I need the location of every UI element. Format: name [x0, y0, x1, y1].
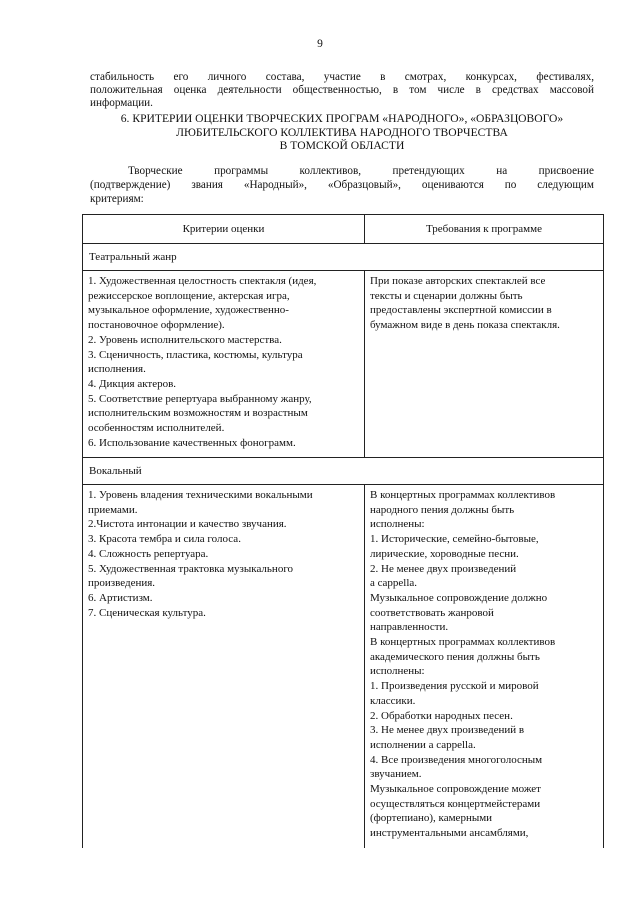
requirement-line: (фортепиано), камерными [370, 812, 493, 825]
genre-label-vocal: Вокальный [83, 458, 604, 485]
criteria-line: 4. Сложность репертуара. [88, 547, 209, 560]
requirements-cell-vocal [365, 485, 604, 849]
requirement-line: направленности. [370, 621, 449, 634]
intro-line: положительная оценка деятельности общественностью, в том числе в средствах массовой [90, 84, 594, 97]
requirement-line: В концертных программах коллективов [370, 489, 556, 501]
requirement-line: исполнении a cappella. [370, 738, 476, 751]
genre-row-theatre [83, 244, 604, 271]
requirement-line: классики. [370, 694, 416, 707]
requirement-line: лирические, хороводные песни. [370, 547, 519, 560]
requirement-line: В концертных программах коллективов [370, 636, 556, 649]
lead-line: критериям: [90, 193, 144, 205]
lead-line: (подтверждение) звания «Народный», «Образцовый», оцениваются по следующим [90, 179, 594, 191]
criteria-line: исполнительским возможностям и возрастным [88, 407, 308, 420]
criteria-line: 5. Художественная трактовка музыкального [88, 562, 294, 575]
requirement-line: 3. Не менее двух произведений в [370, 724, 525, 737]
requirements-cell-theatre [365, 271, 604, 458]
requirement-line: При показе авторских спектаклей все [370, 275, 546, 287]
requirement-line: Музыкальное сопровождение может [370, 783, 541, 796]
section-title-line: ЛЮБИТЕЛЬСКОГО КОЛЛЕКТИВА НАРОДНОГО ТВОРЧЕСТВА [176, 125, 508, 139]
section-title-line: 6. КРИТЕРИИ ОЦЕНКИ ТВОРЧЕСКИХ ПРОГРАМ «НАРОДНОГО», «ОБРАЗЦОВОГО» [120, 112, 564, 125]
requirements-list-theatre [370, 274, 599, 333]
lead-line: Творческие программы коллективов, претендующих на присвоение [128, 165, 594, 177]
requirement-line: предоставлены экспертной комиссии в [370, 304, 552, 317]
requirement-line: 1. Исторические, семейно-бытовые, [370, 533, 539, 546]
header-criteria: Критерии оценки [83, 215, 365, 244]
criteria-line: приемами. [88, 503, 138, 516]
requirement-line: академического пения должны быть [370, 650, 540, 663]
intro-line: информации. [90, 97, 153, 110]
requirement-line: бумажном виде в день показа спектакля. [370, 319, 560, 332]
requirement-line: исполнены: [370, 518, 425, 531]
page-number: 9 [317, 38, 323, 50]
criteria-line: 3. Красота тембра и сила голоса. [88, 533, 241, 546]
criteria-line: 1. Уровень владения техническими вокальными [88, 489, 313, 501]
requirement-line: осуществляться концертмейстерами [370, 797, 541, 810]
requirement-line: исполнены: [370, 665, 425, 678]
criteria-line: 4. Дикция актеров. [88, 377, 177, 390]
criteria-line: 7. Сценическая культура. [88, 606, 206, 619]
criteria-list-theatre [88, 274, 360, 454]
requirement-line: тексты и сценарии должны быть [370, 289, 523, 302]
genre-row-vocal [83, 458, 604, 485]
requirement-line: инструментальными ансамблями, [370, 827, 529, 840]
requirement-line: 1. Произведения русской и мировой [370, 680, 539, 693]
criteria-line: режиссерское воплощение, актерская игра, [88, 289, 290, 302]
genre-label-theatre: Театральный жанр [83, 244, 604, 271]
criteria-line: 2.Чистота интонации и качество звучания. [88, 518, 287, 531]
table-row-theatre [83, 271, 604, 458]
criteria-line: 3. Сценичность, пластика, костюмы, культура [88, 348, 303, 361]
lead-paragraph [90, 164, 594, 206]
requirements-list-vocal [370, 488, 599, 841]
criteria-line: 2. Уровень исполнительского мастерства. [88, 333, 282, 346]
header-requirements: Требования к программе [365, 215, 604, 244]
criteria-cell-theatre [83, 271, 365, 458]
intro-paragraph [90, 71, 594, 111]
criteria-line: особенностям исполнителей. [88, 422, 225, 435]
requirement-line: 2. Обработки народных песен. [370, 709, 513, 722]
section-title-line: В ТОМСКОЙ ОБЛАСТИ [279, 139, 405, 153]
requirement-line: 2. Не менее двух произведений [370, 562, 517, 575]
requirement-line: Музыкальное сопровождение должно [370, 591, 548, 604]
requirement-line: звучанием. [370, 768, 422, 781]
criteria-line: 6. Артистизм. [88, 591, 153, 604]
criteria-line: произведения. [88, 577, 156, 590]
criteria-line: постановочное оформление). [88, 319, 225, 332]
requirement-line: народного пения должны быть [370, 503, 515, 516]
criteria-table [82, 214, 604, 848]
criteria-line: исполнения. [88, 363, 146, 376]
criteria-line: 6. Использование качественных фонограмм. [88, 436, 296, 449]
requirement-line: a cappella. [370, 577, 418, 590]
criteria-list-vocal [88, 488, 360, 845]
criteria-cell-vocal [83, 485, 365, 849]
table-row-vocal [83, 485, 604, 849]
criteria-line: 1. Художественная целостность спектакля (идея, [88, 275, 317, 287]
section-title [88, 112, 596, 153]
requirement-line: соответствовать жанровой [370, 606, 494, 619]
table-header-row [83, 215, 604, 244]
requirement-line: 4. Все произведения многоголосным [370, 753, 543, 766]
criteria-line: музыкальное оформление, художественно- [88, 304, 289, 317]
intro-line: стабильность его личного состава, участие в смотрах, конкурсах, фестивалях, [90, 71, 594, 83]
criteria-line: 5. Соответствие репертуара выбранному жанру, [88, 392, 312, 405]
